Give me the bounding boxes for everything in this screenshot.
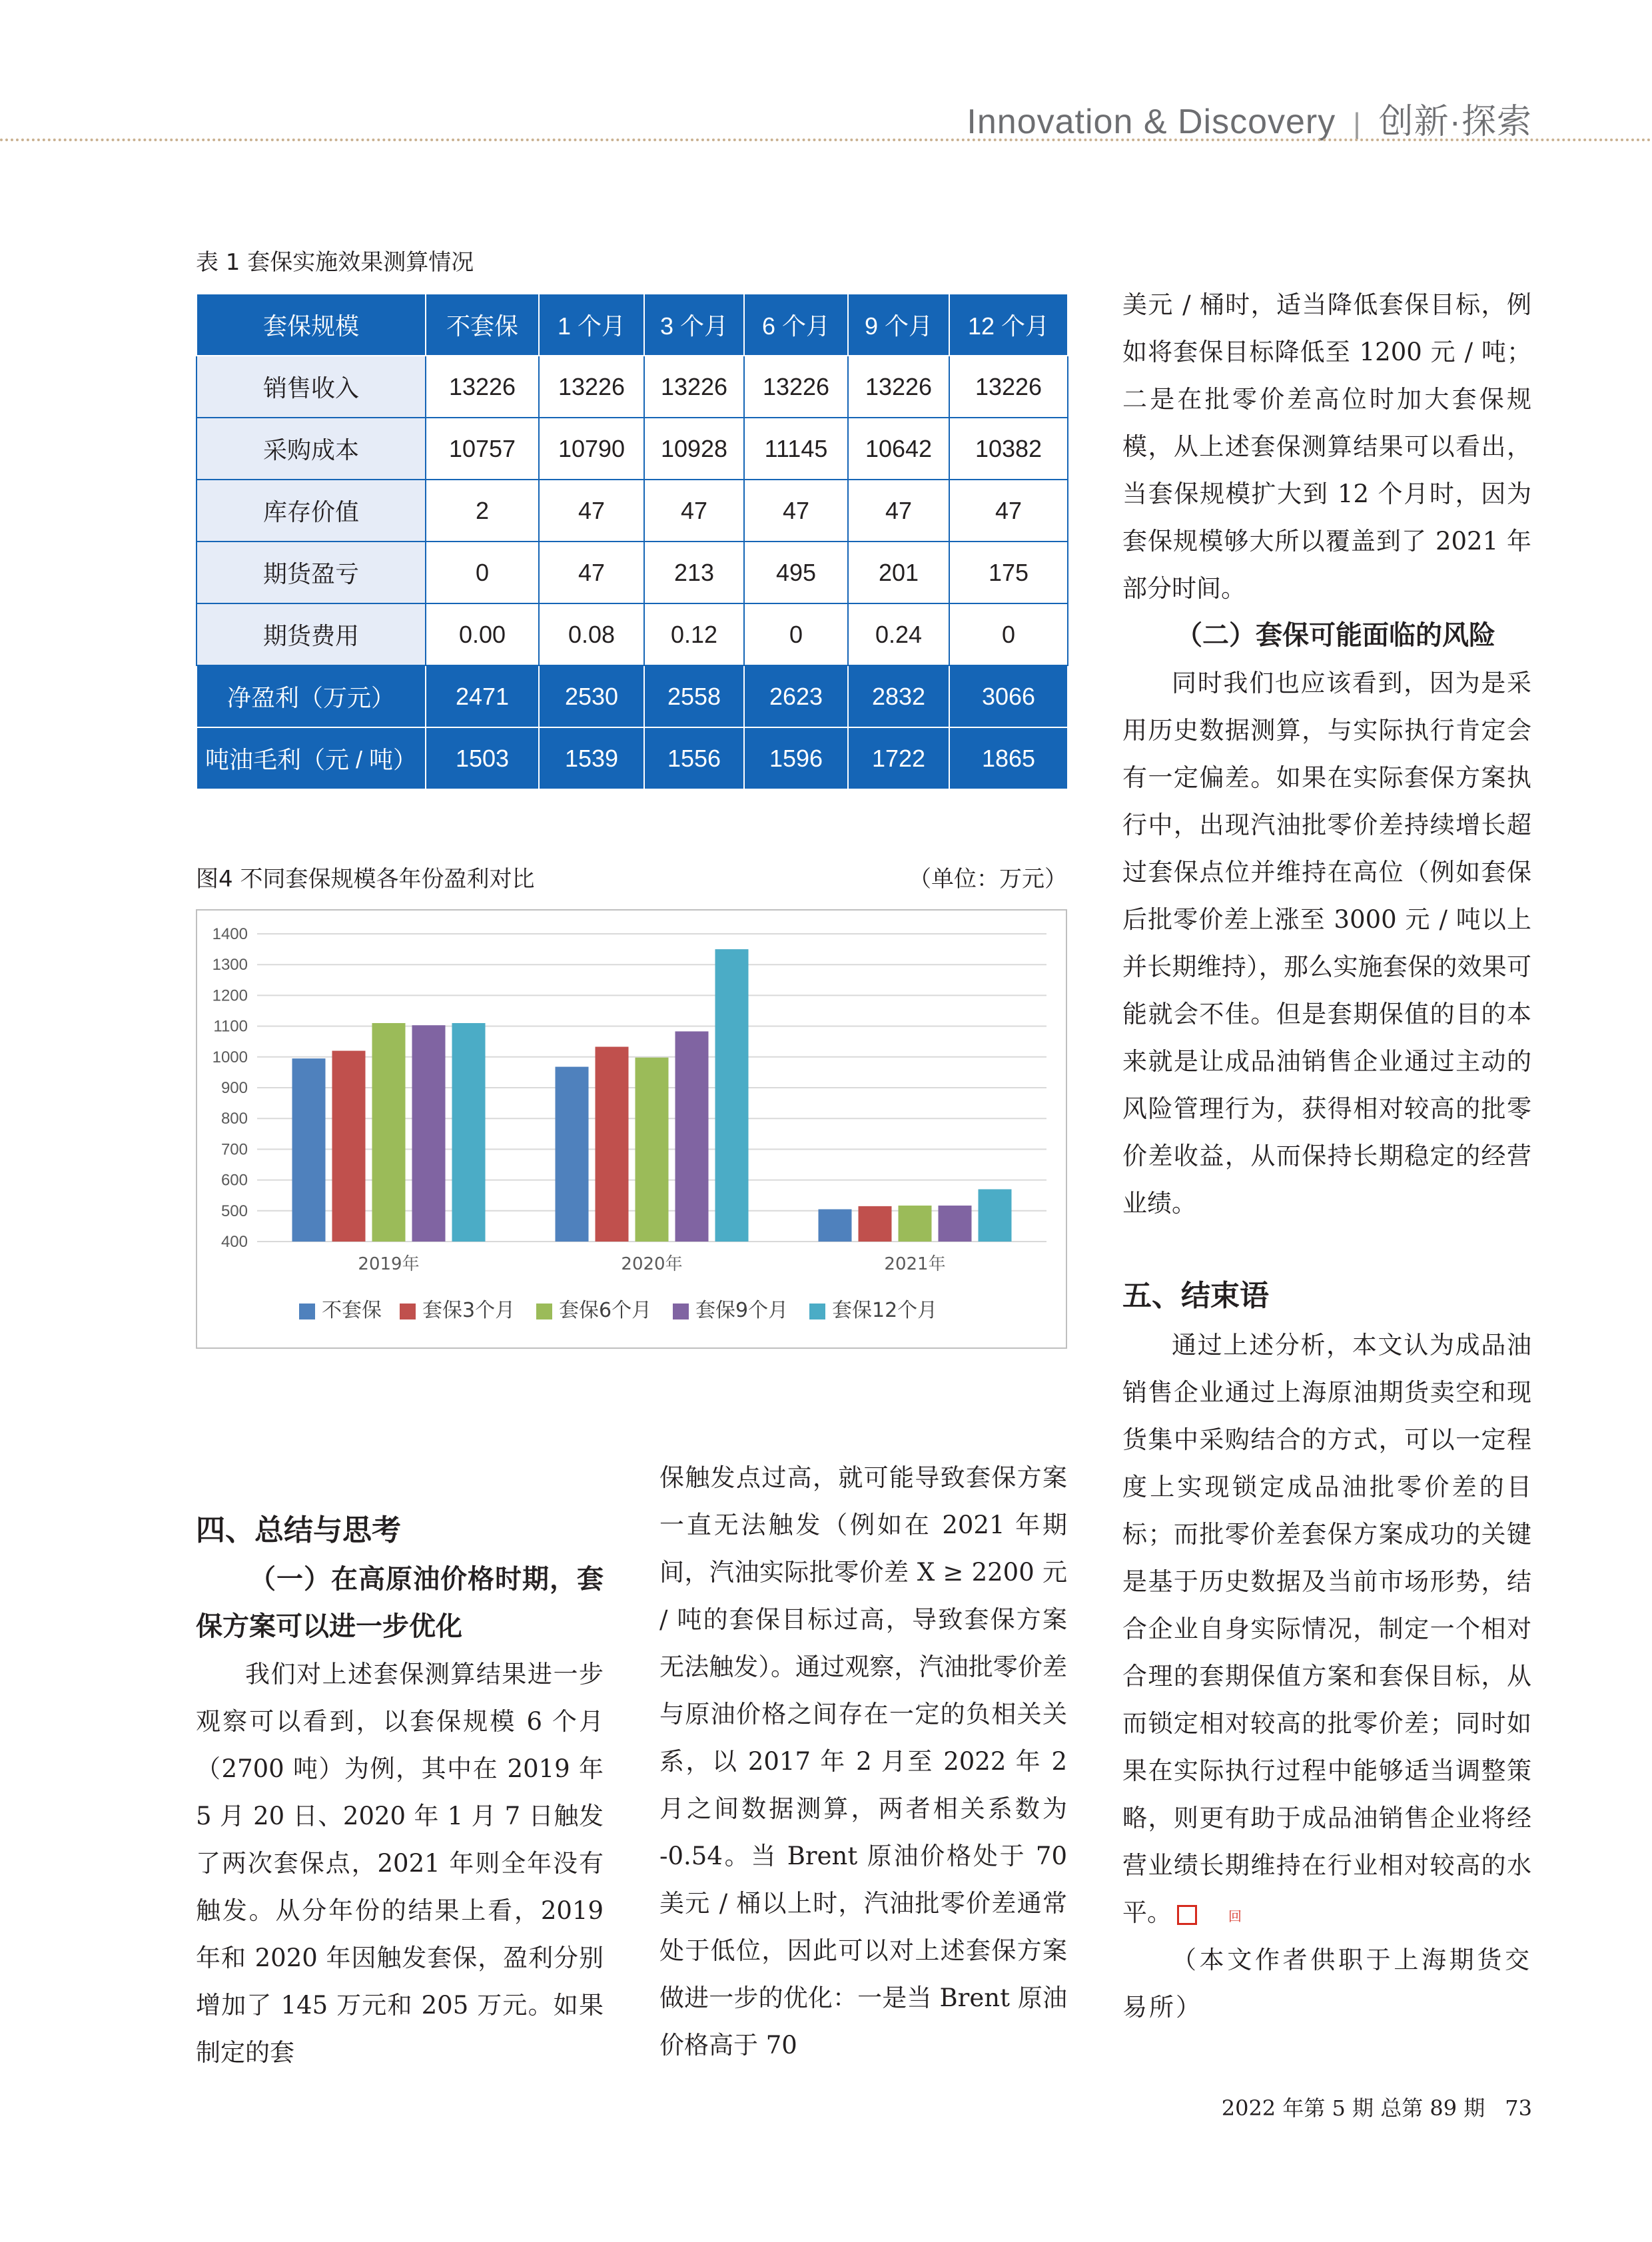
bar	[412, 1025, 446, 1242]
legend-label: 套保3个月	[422, 1299, 516, 1322]
paragraph-text: 通过上述分析，本文认为成品油销售企业通过上海原油期货卖空和现货集中采购结合的方式，可以一定程度上实现锁定成品油批零价差的目标；而批零价差套保方案成功的关键是基于历史数据及当前市场形势，结合企业自身实际情况，制定一个相对合理的套期保值方案和套保目标，从而锁定相对较高的批零价差；同时如果在实际执行过程中能够适当调整策略，则更有助于成品油销售企业将经营业绩长期维持在行业相对较高的水平。	[1122, 1331, 1531, 1927]
table-cell: 0	[744, 603, 848, 665]
issue-info: 2022 年第 5 期 总第 89 期	[1221, 2095, 1485, 2121]
x-tick-label: 2019年	[358, 1254, 420, 1274]
y-tick-label: 1100	[213, 1017, 248, 1036]
y-tick-label: 800	[220, 1110, 248, 1128]
bar	[819, 1209, 852, 1242]
y-tick-label: 1300	[212, 956, 248, 974]
y-tick-label: 1000	[212, 1048, 248, 1066]
header-dotted-rule	[0, 139, 1652, 141]
table-cell: 2	[426, 480, 539, 542]
header-chinese: 创新·探索	[1378, 103, 1532, 141]
table-cell: 1596	[744, 727, 848, 789]
y-tick-label: 1200	[212, 986, 248, 1005]
bar	[859, 1206, 892, 1242]
table-cell: 495	[744, 542, 848, 603]
table-cell: 201	[848, 542, 949, 603]
table-cell: 3066	[949, 665, 1068, 727]
table-row	[197, 542, 1068, 603]
x-tick-label: 2021年	[884, 1254, 946, 1274]
legend-label: 套保9个月	[695, 1299, 789, 1322]
bar	[675, 1031, 709, 1242]
table-cell: 1556	[644, 727, 744, 789]
paragraph: 我们对上述套保测算结果进一步观察可以看到，以套保规模 6 个月（2700 吨）为例，其中在 2019 年 5 月 20 日、2020 年 1 月 7 日触发了两次套保点，2021 年则全年没有触发。从分年份的结果上看，2019 年和 2020 年因触发套保，盈利分别增加了 145 万元和 205 万元。如果制定的套	[196, 1660, 604, 2067]
row-label: 采购成本	[197, 418, 426, 480]
table-cell: 175	[949, 542, 1068, 603]
running-header	[967, 93, 1532, 143]
paragraph: 保触发点过高，就可能导致套保方案一直无法触发（例如在 2021 年期间，汽油实际批零价差 X ≥ 2200 元 / 吨的套保目标过高，导致套保方案无法触发）。通过观察，汽油批零价差与原油价格之间存在一定的负相关关系，以 2017 年 2 月至 2022 年 2 月之间数据测算，两者相关系数为 -0.54。当 Brent 原油价格处于 70 美元 / 桶以上时，汽油批零价差通常处于低位，因此可以对上述套保方案做进一步的优化：一是当 Brent 原油价格高于 70	[659, 1463, 1067, 2059]
section-heading-4: 四、总结与思考	[196, 1513, 401, 1547]
table-header-row	[197, 294, 1068, 356]
legend-swatch	[299, 1304, 315, 1319]
bar-chart	[196, 909, 1067, 1349]
table-cell: 1539	[539, 727, 644, 789]
table-header-cell: 套保规模	[197, 294, 426, 356]
table-cell: 213	[644, 542, 744, 603]
bar	[372, 1023, 406, 1242]
paragraph	[1122, 1321, 1531, 1936]
legend-swatch	[673, 1304, 689, 1319]
row-label: 库存价值	[197, 480, 426, 542]
table-row-highlight	[197, 727, 1068, 789]
paragraph: 美元 / 桶时，适当降低套保目标，例如将套保目标降低至 1200 元 / 吨；二是在批零价差高位时加大套保规模，从上述套保测算结果可以看出，当套保规模扩大到 12 个月时，因为套保规模够大所以覆盖到了 2021 年部分时间。	[1122, 290, 1531, 603]
header-english: Innovation & Discovery	[967, 103, 1336, 141]
y-tick-label: 900	[220, 1079, 248, 1097]
legend-swatch	[809, 1304, 825, 1319]
table-cell: 47	[848, 480, 949, 542]
table-cell: 1865	[949, 727, 1068, 789]
row-label: 销售收入	[197, 356, 426, 418]
column-2	[659, 1454, 1067, 2069]
table-row	[197, 603, 1068, 665]
end-mark-icon: 回	[1177, 1905, 1197, 1925]
table-cell: 13226	[744, 356, 848, 418]
table-cell: 10642	[848, 418, 949, 480]
author-note: （本文作者供职于上海期货交易所）	[1122, 1946, 1531, 2022]
bar	[715, 949, 749, 1242]
subsection-heading-2: （二）套保可能面临的风险	[1176, 620, 1495, 651]
table-header-cell: 3 个月	[644, 294, 744, 356]
y-tick-label: 600	[220, 1171, 248, 1190]
table-cell: 2530	[539, 665, 644, 727]
legend-swatch	[400, 1304, 416, 1319]
row-label: 吨油毛利（元 / 吨）	[197, 727, 426, 789]
page-number: 73	[1505, 2095, 1532, 2121]
table-cell: 0.24	[848, 603, 949, 665]
figure-caption: 图4 不同套保规模各年份盈利对比	[196, 866, 535, 893]
table-cell: 13226	[848, 356, 949, 418]
table-cell: 10928	[644, 418, 744, 480]
header-separator: |	[1353, 107, 1362, 140]
table-cell: 0.08	[539, 603, 644, 665]
y-tick-label: 400	[220, 1233, 248, 1251]
table-cell: 0.00	[426, 603, 539, 665]
y-tick-label: 700	[220, 1140, 248, 1159]
row-label: 期货盈亏	[197, 542, 426, 603]
figure-unit: （单位：万元）	[909, 866, 1067, 893]
table-cell: 13226	[949, 356, 1068, 418]
table-cell: 0	[426, 542, 539, 603]
row-label: 期货费用	[197, 603, 426, 665]
bar	[452, 1023, 486, 1242]
section-heading-5: 五、结束语	[1122, 1279, 1269, 1313]
table-cell: 11145	[744, 418, 848, 480]
table-cell: 10790	[539, 418, 644, 480]
bar	[292, 1058, 326, 1242]
table-cell: 2558	[644, 665, 744, 727]
legend-label: 套保6个月	[559, 1299, 652, 1322]
page-footer	[1222, 2091, 1532, 2122]
legend-label: 套保12个月	[832, 1299, 938, 1322]
chart-canvas	[197, 911, 1066, 1347]
table-header-cell: 1 个月	[539, 294, 644, 356]
paragraph: 同时我们也应该看到，因为是采用历史数据测算，与实际执行肯定会有一定偏差。如果在实际套保方案执行中，出现汽油批零价差持续增长超过套保点位并维持在高位（例如套保后批零价差上涨至 3000 元 / 吨以上并长期维持），那么实施套保的效果可能就会不佳。但是套期保值的目的本来就是让成品油销售企业通过主动的风险管理行为，获得相对较高的批零价差收益，从而保持长期稳定的经营业绩。	[1122, 669, 1531, 1218]
table-header-cell: 不套保	[426, 294, 539, 356]
table-cell: 47	[744, 480, 848, 542]
table-cell: 13226	[539, 356, 644, 418]
table-cell: 13226	[426, 356, 539, 418]
bar	[635, 1058, 669, 1242]
table-cell: 10757	[426, 418, 539, 480]
table-cell: 0	[949, 603, 1068, 665]
table-row	[197, 418, 1068, 480]
bar	[899, 1206, 932, 1242]
table-cell: 10382	[949, 418, 1068, 480]
y-tick-label: 500	[220, 1202, 248, 1220]
legend-swatch	[536, 1304, 552, 1319]
row-label: 净盈利（万元）	[197, 665, 426, 727]
table-row	[197, 480, 1068, 542]
table-row	[197, 356, 1068, 418]
bar	[979, 1189, 1012, 1242]
x-tick-label: 2020年	[621, 1254, 683, 1274]
table-cell: 2623	[744, 665, 848, 727]
table-cell: 2832	[848, 665, 949, 727]
table-row-highlight	[197, 665, 1068, 727]
hedge-effect-table	[196, 293, 1068, 790]
table-caption: 表 1 套保实施效果测算情况	[196, 249, 474, 276]
table-cell: 47	[539, 480, 644, 542]
bar	[332, 1051, 366, 1242]
column-1	[196, 1505, 604, 2076]
table-cell: 47	[949, 480, 1068, 542]
table-cell: 2471	[426, 665, 539, 727]
legend-label: 不套保	[322, 1299, 382, 1322]
subsection-heading-1: （一）在高原油价格时期，套保方案可以进一步优化	[196, 1564, 604, 1642]
table-header-cell: 12 个月	[949, 294, 1068, 356]
bar	[556, 1067, 589, 1242]
table-cell: 1722	[848, 727, 949, 789]
y-tick-label: 1400	[212, 925, 248, 943]
table-cell: 13226	[644, 356, 744, 418]
table-cell: 47	[539, 542, 644, 603]
table-cell: 1503	[426, 727, 539, 789]
bar	[939, 1206, 972, 1242]
table-header-cell: 9 个月	[848, 294, 949, 356]
table-cell: 0.12	[644, 603, 744, 665]
table-header-cell: 6 个月	[744, 294, 848, 356]
bar	[596, 1047, 629, 1242]
table-cell: 47	[644, 480, 744, 542]
column-3	[1122, 281, 1531, 2031]
